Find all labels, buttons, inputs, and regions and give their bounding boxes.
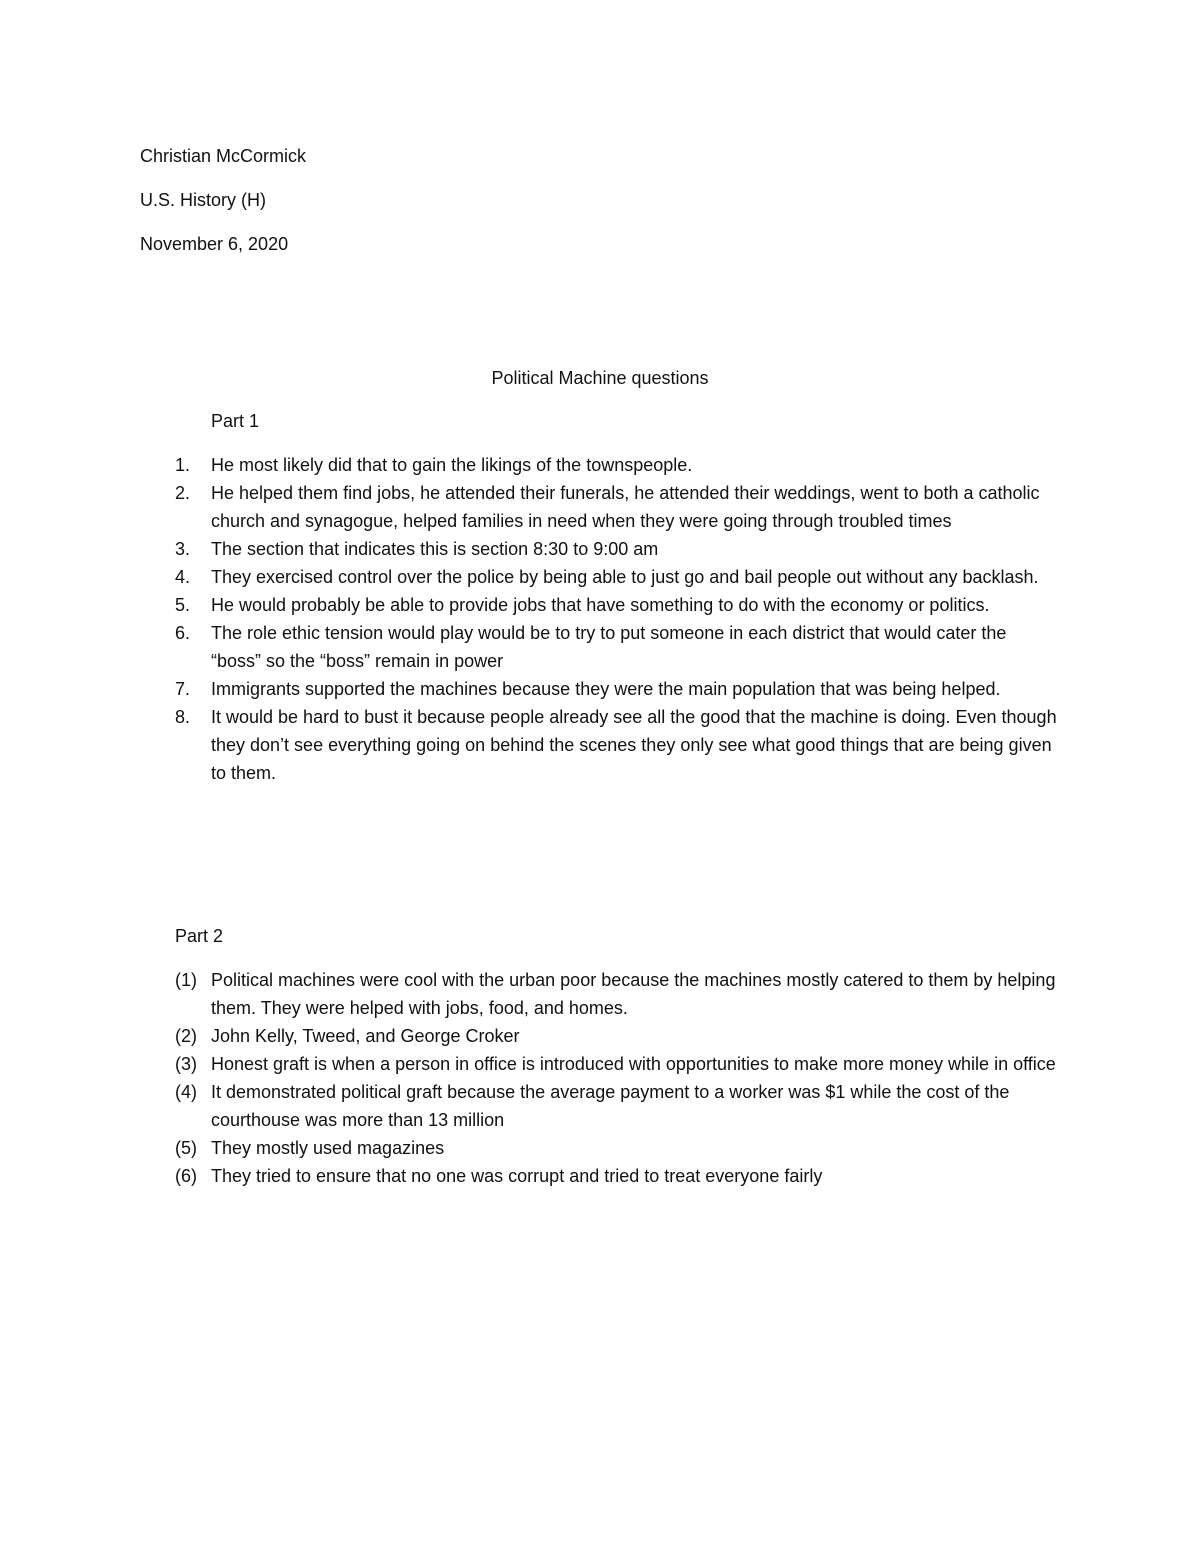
answer-number: 7.	[175, 679, 191, 699]
answer-text: The role ethic tension would play would be to try to put someone in each district that would cater the “boss” so the “boss” remain in power	[211, 623, 1007, 671]
answer-number: 4.	[175, 567, 191, 587]
answer-item	[0, 1134, 1071, 1162]
part1-heading: Part 1	[211, 411, 260, 431]
answer-item	[0, 675, 1061, 703]
answer-text: The section that indicates this is section 8:30 to 9:00 am	[211, 539, 659, 559]
answer-number: (1)	[175, 970, 197, 990]
document-title: Political Machine questions	[491, 368, 709, 388]
answer-number: (5)	[175, 1138, 197, 1158]
answer-number: 1.	[175, 455, 191, 475]
answer-text: They exercised control over the police by being able to just go and bail people out without any backlash.	[211, 567, 1039, 587]
answer-item	[0, 1022, 1071, 1050]
answer-item	[0, 1050, 1071, 1078]
course-name: U.S. History (H)	[140, 190, 266, 210]
answer-text: It demonstrated political graft because the average payment to a worker was $1 while the cost of the courthouse was more than 13 million	[211, 1082, 1010, 1130]
answer-item	[0, 1078, 1071, 1134]
author-name: Christian McCormick	[140, 146, 307, 166]
answer-text: They tried to ensure that no one was corrupt and tried to treat everyone fairly	[211, 1166, 823, 1186]
answer-item	[0, 451, 1061, 479]
answer-number: (2)	[175, 1026, 197, 1046]
answer-item	[0, 703, 1061, 787]
answer-text: Honest graft is when a person in office is introduced with opportunities to make more money while in office	[211, 1054, 1056, 1074]
answer-number: 3.	[175, 539, 191, 559]
answer-text: Political machines were cool with the urban poor because the machines mostly catered to them by helping them. They were helped with jobs, food, and homes.	[211, 970, 1056, 1018]
part2-answer-list	[0, 966, 1200, 1190]
answer-number: (3)	[175, 1054, 197, 1074]
answer-number: 5.	[175, 595, 191, 615]
answer-text: They mostly used magazines	[211, 1138, 445, 1158]
answer-item	[0, 966, 1071, 1022]
document-date: November 6, 2020	[140, 234, 289, 254]
answer-text: He most likely did that to gain the likings of the townspeople.	[211, 455, 693, 475]
answer-number: (4)	[175, 1082, 197, 1102]
answer-number: 6.	[175, 623, 191, 643]
answer-item	[0, 1162, 1071, 1190]
answer-text: He helped them find jobs, he attended their funerals, he attended their weddings, went to both a catholic church and synagogue, helped families in need when they were going through troubled times	[211, 483, 1040, 531]
answer-number: (6)	[175, 1166, 197, 1186]
answer-number: 8.	[175, 707, 191, 727]
answer-text: John Kelly, Tweed, and George Croker	[211, 1026, 520, 1046]
part1-answer-list	[0, 451, 1200, 787]
part2-heading: Part 2	[175, 926, 224, 946]
answer-item	[0, 619, 1061, 675]
answer-item	[0, 591, 1061, 619]
answer-number: 2.	[175, 483, 191, 503]
answer-item	[0, 479, 1061, 535]
answer-item	[0, 535, 1061, 563]
answer-item	[0, 563, 1061, 591]
answer-text: Immigrants supported the machines because they were the main population that was being helped.	[211, 679, 1001, 699]
answer-text: He would probably be able to provide jobs that have something to do with the economy or politics.	[211, 595, 990, 615]
answer-text: It would be hard to bust it because people already see all the good that the machine is doing. Even though they don’t see everything going on behind the scenes they only see what good things that are being given to them.	[211, 707, 1057, 783]
